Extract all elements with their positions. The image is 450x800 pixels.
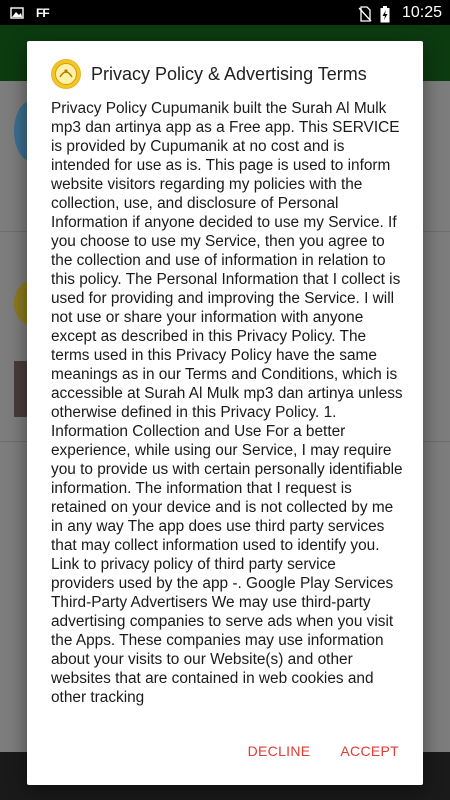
status-time: 10:25 [401,3,442,21]
ff-badge: FF [36,5,49,20]
dialog-body-scroll[interactable] [51,99,403,760]
dialog-actions [248,739,399,763]
accept-button[interactable]: ACCEPT [340,739,399,763]
privacy-policy-text: Privacy Policy Cupumanik built the Surah Al Mulk mp3 dan artinya app as a Free app. This SERVICE is provided by Cupumanik at no cost and is intended for use as is. This page is used to inform website visitors regarding my policies with the collection, use, and disclosure of Personal Information if anyone decided to use my Service. If you choose to use my Service, then you agree to the collection and use of information in relation to this policy. The Personal Information that I collect is used for providing and improving the Service. I will not use or share your information with anyone except as described in this Privacy Policy. The terms used in this Privacy Policy have the same meanings as in our Terms and Conditions, which is accessible at Surah Al Mulk mp3 dan artinya unless otherwise defined in this Privacy Policy. 1. Information Collection and Use For a better experience, while using our Service, I may require you to provide us with certain personally identifiable information. The information that I request is retained on your device and is not collected by me in any way The app does use third party services that may collect information used to identify you. Link to privacy policy of third party service providers used by the app -. Google Play Services Third-Party Advertisers We may use third-party advertising companies to serve ads when you visit the Apps. These companies may use information about your visits to our Website(s) and other websites that are contained in web cookies and other tracking [51,100,403,706]
dialog-title: Privacy Policy & Advertising Terms [91,63,367,84]
status-bar-left [0,6,49,20]
privacy-dialog [27,41,423,785]
app-logo-icon [51,59,81,89]
no-sim-icon [358,6,372,20]
status-bar-right [358,4,450,22]
battery-charging-icon [380,6,394,20]
dialog-header [51,59,367,89]
decline-button[interactable]: DECLINE [248,739,311,763]
image-icon [10,6,24,20]
status-bar [0,0,450,25]
